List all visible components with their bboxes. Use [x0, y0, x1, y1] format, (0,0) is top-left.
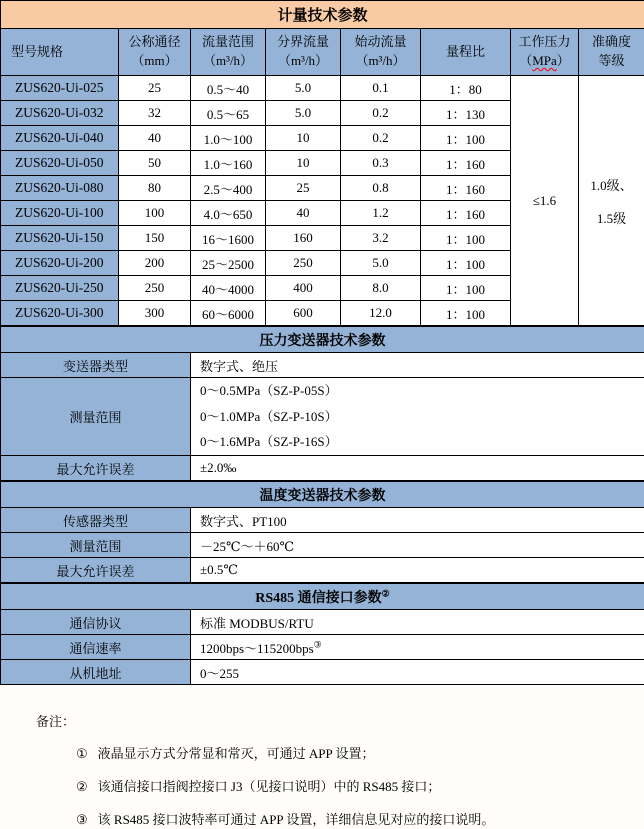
row-value: 数字式、绝压 — [191, 353, 644, 378]
row-value: －25℃～＋60℃ — [191, 533, 644, 558]
model-cell: ZUS620-Ui-100 — [1, 201, 119, 226]
rs485-address-row — [1, 660, 644, 685]
temperature-error-row — [1, 558, 644, 583]
col-header-turndown-ratio: 量程比 — [421, 29, 511, 76]
col-header-working-pressure: 工作压力 （MPa） — [511, 29, 579, 76]
note-number: ③ — [76, 812, 88, 827]
row-label: 通信协议 — [1, 610, 191, 635]
metering-table-title: 计量技术参数 — [1, 1, 644, 29]
spec-row: ZUS620-Ui-100 100 4.0～650 40 1.2 1：160 — [1, 201, 644, 226]
pressure-range-row — [1, 378, 644, 456]
spec-row: ZUS620-Ui-050 50 1.0～160 10 0.3 1：160 — [1, 151, 644, 176]
pressure-type-row — [1, 353, 644, 378]
row-value — [191, 378, 644, 456]
flow-range-cell: 0.5～40 — [191, 76, 266, 101]
temperature-section-title: 温度变送器技术参数 — [1, 482, 644, 508]
dn-cell: 25 — [119, 76, 191, 101]
row-value: ±2.0‰ — [191, 456, 644, 481]
rs485-protocol-row — [1, 610, 644, 635]
row-value: 标准 MODBUS/RTU — [191, 610, 644, 635]
temperature-type-row — [1, 508, 644, 533]
start-flow-cell: 0.1 — [341, 76, 421, 101]
rs485-interface-table — [0, 583, 644, 685]
model-cell: ZUS620-Ui-032 — [1, 101, 119, 126]
model-cell: ZUS620-Ui-200 — [1, 251, 119, 276]
note-text: 液晶显示方式分常显和常灭，可通过 APP 设置； — [97, 746, 375, 761]
spec-row: ZUS620-Ui-040 40 1.0～100 10 0.2 1：100 — [1, 126, 644, 151]
col-header-flow-range: 流量范围 （m³/h） — [191, 29, 266, 76]
metering-spec-table — [0, 0, 644, 326]
row-label: 最大允许误差 — [1, 456, 191, 481]
ratio-cell: 1：80 — [421, 76, 511, 101]
spec-row: ZUS620-Ui-080 80 2.5～400 25 0.8 1：160 — [1, 176, 644, 201]
row-label: 测量范围 — [1, 378, 191, 456]
row-label: 从机地址 — [1, 660, 191, 685]
note-text: 该通信接口指阀控接口 J3（见接口说明）中的 RS485 接口； — [97, 779, 441, 794]
mpa-unit-line: （MPa） — [519, 53, 570, 68]
spec-row: ZUS620-Ui-250 250 40～4000 400 8.0 1：100 — [1, 276, 644, 301]
note-ref-3: ③ — [313, 639, 322, 650]
pressure-section-title: 压力变送器技术参数 — [1, 327, 644, 353]
pressure-range-line: 0～1.0MPa（SZ-P-10S） — [200, 408, 338, 424]
model-cell: ZUS620-Ui-150 — [1, 226, 119, 251]
row-label: 测量范围 — [1, 533, 191, 558]
col-header-model — [1, 29, 119, 76]
row-value: ±0.5℃ — [191, 558, 644, 583]
model-cell: ZUS620-Ui-250 — [1, 276, 119, 301]
notes-section — [0, 685, 644, 828]
spec-row: ZUS620-Ui-300 300 60～6000 600 12.0 1：100 — [1, 301, 644, 326]
spec-row: ZUS620-Ui-032 32 0.5～65 5.0 0.2 1：130 — [1, 101, 644, 126]
spec-row: ZUS620-Ui-150 150 16～1600 160 3.2 1：100 — [1, 226, 644, 251]
row-label: 最大允许误差 — [1, 558, 191, 583]
row-label: 变送器类型 — [1, 353, 191, 378]
row-value: 1200bps～115200bps③ — [191, 635, 644, 660]
pressure-range-line: 0～0.5MPa（SZ-P-05S） — [200, 383, 338, 399]
model-cell: ZUS620-Ui-080 — [1, 176, 119, 201]
spec-row: ZUS620-Ui-200 200 25～2500 250 5.0 1：100 — [1, 251, 644, 276]
note-number: ① — [76, 746, 88, 761]
row-value: 数字式、PT100 — [191, 508, 644, 533]
accuracy-class-merged-cell: 1.0级、 1.5级 — [579, 76, 644, 326]
col-header-boundary-flow: 分界流量 （m³/h） — [266, 29, 341, 76]
note-text: 该 RS485 接口波特率可通过 APP 设置，详细信息见对应的接口说明。 — [97, 812, 495, 827]
note-number: ② — [76, 779, 88, 794]
boundary-flow-cell: 5.0 — [266, 76, 341, 101]
row-label: 传感器类型 — [1, 508, 191, 533]
rs485-section-title: RS485 通信接口参数② — [1, 584, 644, 610]
model-cell: ZUS620-Ui-300 — [1, 301, 119, 326]
note-item-3 — [36, 809, 644, 828]
col-header-start-flow: 始动流量 （m³/h） — [341, 29, 421, 76]
rs485-baud-row — [1, 635, 644, 660]
model-cell: ZUS620-Ui-025 — [1, 76, 119, 101]
temperature-range-row — [1, 533, 644, 558]
mpa-spellcheck-squiggle: MPa — [532, 53, 557, 68]
table-title-row — [1, 1, 644, 29]
pressure-range-line: 0～1.6MPa（SZ-P-16S） — [200, 434, 338, 450]
note-ref-2: ② — [381, 587, 390, 598]
col-header-dn: 公称通径 （mm） — [119, 29, 191, 76]
pressure-error-row — [1, 456, 644, 481]
row-value: 0～255 — [191, 660, 644, 685]
working-pressure-merged-cell: ≤1.6 — [511, 76, 579, 326]
notes-heading: 备注： — [36, 714, 76, 729]
model-cell: ZUS620-Ui-040 — [1, 126, 119, 151]
temperature-transmitter-table — [0, 481, 644, 583]
column-header-row — [1, 29, 644, 76]
pressure-transmitter-table — [0, 326, 644, 481]
col-header-model-label: 型号规格 — [11, 43, 64, 59]
model-cell: ZUS620-Ui-050 — [1, 151, 119, 176]
note-item-1 — [36, 743, 644, 762]
col-header-accuracy-class: 准确度 等级 — [579, 29, 644, 76]
note-item-2 — [36, 776, 644, 795]
spec-row — [1, 76, 644, 101]
row-label: 通信速率 — [1, 635, 191, 660]
